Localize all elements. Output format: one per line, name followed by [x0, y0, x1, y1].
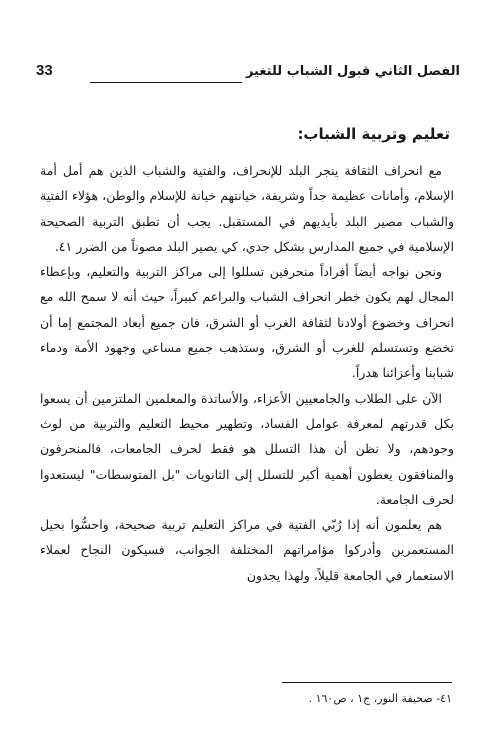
body-text: [40, 158, 454, 588]
running-header: [28, 62, 466, 88]
paragraph: ونحن نواجه أيضاً أفراداً منحرفين تسللوا إلى مراكز التربية والتعليم، وبإعطاء المجال لهم يكون خطر انحراف الشباب والبراعم كبيراً، حيث أنه لا سمح الله مع انحراف وخضوع أولادنا لثقافة الغرب أو الشرق، فان جميع أبعاد المجتمع إما أن تخضع وتستسلم للغرب أو الشرق، وستذهب جميع مساعي وجهود الأمة ودماء شبابنا وأعزائنا هدراً.: [40, 264, 454, 381]
section-heading: تعليم وتربية الشباب:: [297, 125, 450, 143]
chapter-title: الفصل الثاني قبول الشباب للتغير: [245, 64, 460, 79]
footnote: ٤١- صحيفة النور، ج١ ، ص١٦٠ .: [308, 692, 452, 705]
paragraph: هم يعلمون أنه إذا رُبّي الفتية في مراكز التعليم تربية صحيحة، واحسُّوا بحيل المستعمرين وأدركوا مؤامراتهم المختلفة الجوانب، فسيكون النجاح لعملاء الاستعمار في الجامعة قليلاً، ولهذا يجدون: [40, 517, 454, 583]
paragraph: الآن على الطلاب والجامعيين الأعزاء، والأساتذة والمعلمين الملتزمين أن يسعوا بكل قدرتهم لمعرفة عوامل الفساد، وتطهير محيط التعليم والتربية من لوث وجودهم، ولا نظن أن هذا التسلل هو فقط لحرف الجامعات، فالمنحرفون والمنافقون يعطون أهمية أكبر للتسلل إلى الثانويات "بل المتوسطات" ليستعدوا لحرف الجامعة.: [40, 390, 454, 507]
page-number: 33: [36, 62, 53, 79]
paragraph: مع انحراف الثقافة ينجر البلد للإنحراف، والفتية والشباب الذين هم أمل أمة الإسلام، وأمانات عظيمة جداً وشريفة، خيانتهم خيانة للإسلام والوطن، هؤلاء الفتية والشباب مصير البلد بأيديهم في المستقبل. يجب أن تطبق التربية الصحيحة الإسلامية في جميع المدارس بشكل جدي، كي يصير البلد مصوناً من الضرر ٤١.: [40, 163, 454, 254]
footnote-rule: [282, 682, 452, 683]
header-rule: [90, 82, 242, 83]
